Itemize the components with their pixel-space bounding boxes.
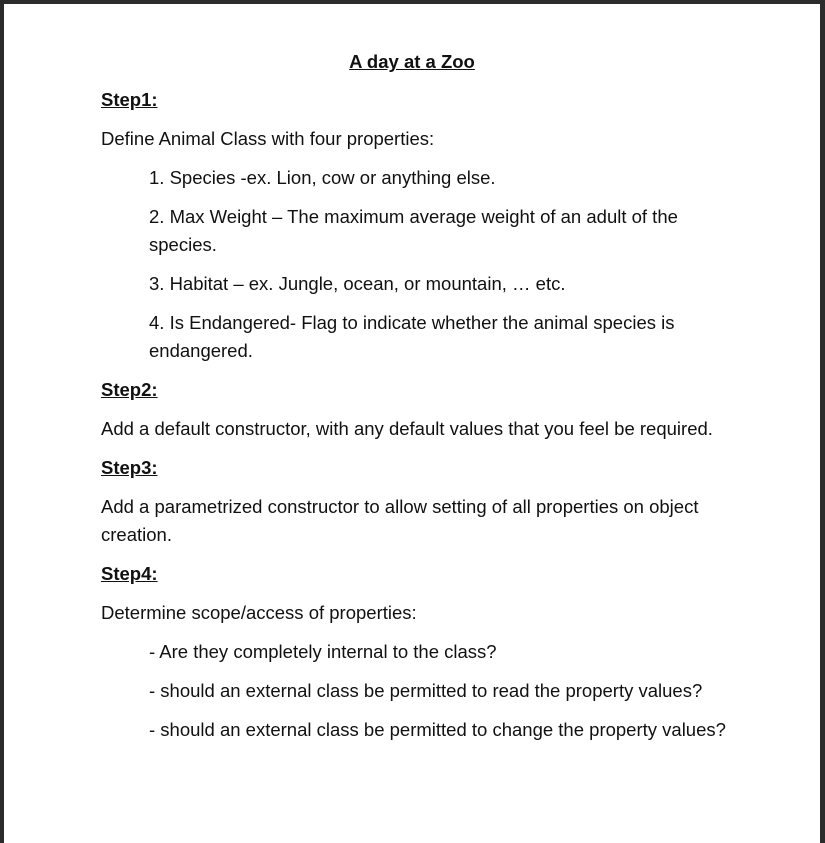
- step1-heading: Step1:: [101, 89, 158, 110]
- step1-intro: Define Animal Class with four properties:: [101, 128, 435, 149]
- step4-item: - Are they completely internal to the class?: [149, 641, 497, 662]
- step3-text: Add a parametrized constructor to allow setting of all properties on object creation.: [101, 496, 699, 545]
- step2-heading: Step2:: [101, 379, 158, 400]
- step4-intro: Determine scope/access of properties:: [101, 602, 417, 623]
- step2-text: Add a default constructor, with any default values that you feel be required.: [101, 418, 713, 439]
- step3-heading: Step3:: [101, 457, 158, 478]
- step4-item: - should an external class be permitted to change the property values?: [149, 719, 726, 740]
- step1-item: 3. Habitat – ex. Jungle, ocean, or mountain, … etc.: [149, 273, 566, 294]
- document-body: [101, 86, 741, 755]
- step1-item: 1. Species -ex. Lion, cow or anything else.: [149, 167, 496, 188]
- step4-heading: Step4:: [101, 563, 158, 584]
- step1-item: 2. Max Weight – The maximum average weight of an adult of the species.: [149, 206, 678, 255]
- document-title: A day at a Zoo: [349, 51, 475, 72]
- step4-item: - should an external class be permitted to read the property values?: [149, 680, 703, 701]
- step1-item: 4. Is Endangered- Flag to indicate whether the animal species is endangered.: [149, 312, 675, 361]
